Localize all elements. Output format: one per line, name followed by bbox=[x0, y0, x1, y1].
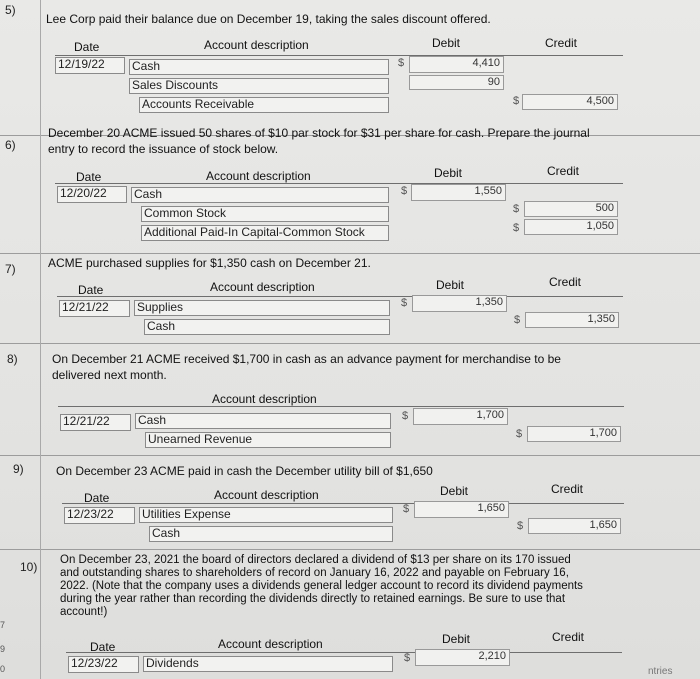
account-field[interactable]: Dividends bbox=[143, 656, 393, 672]
problem-prompt-line: delivered next month. bbox=[52, 368, 167, 382]
problem-number: 8) bbox=[7, 352, 18, 366]
problem-number: 10) bbox=[20, 560, 38, 574]
dollar-sign: $ bbox=[398, 57, 405, 69]
dollar-sign: $ bbox=[514, 314, 521, 326]
debit-header: Debit bbox=[436, 278, 465, 292]
dollar-sign: $ bbox=[401, 297, 408, 309]
debit-amount: 1,650 bbox=[477, 502, 505, 514]
debit-header: Debit bbox=[442, 632, 471, 646]
problem-prompt-line: during the year rather than recording the dividends directly to retained earnings. Be sure to use that bbox=[60, 593, 566, 605]
dollar-sign: $ bbox=[403, 503, 410, 515]
edge-glyph: 0 bbox=[0, 664, 6, 674]
credit-header: Credit bbox=[549, 275, 582, 289]
debit-field[interactable] bbox=[412, 295, 507, 312]
dollar-sign: $ bbox=[513, 203, 520, 215]
debit-field[interactable] bbox=[409, 56, 504, 73]
credit-amount: 1,650 bbox=[589, 519, 617, 531]
problem-prompt-line: 2022. (Note that the company uses a dividends general ledger account to record its dividend payments bbox=[60, 580, 583, 592]
credit-amount: 1,050 bbox=[586, 220, 614, 232]
account-field[interactable]: Cash bbox=[144, 319, 390, 335]
problem-number: 6) bbox=[5, 138, 16, 152]
credit-header: Credit bbox=[545, 36, 578, 50]
account-field[interactable]: Utilities Expense bbox=[139, 507, 393, 523]
credit-field[interactable] bbox=[528, 518, 621, 534]
entry-top-rule bbox=[58, 406, 624, 407]
account-header: Account description bbox=[204, 38, 309, 52]
entry-top-rule bbox=[55, 183, 623, 184]
dollar-sign: $ bbox=[402, 410, 409, 422]
account-header: Account description bbox=[212, 392, 317, 406]
credit-amount: 1,350 bbox=[587, 313, 615, 325]
date-field[interactable]: 12/23/22 bbox=[64, 507, 135, 524]
debit-field[interactable] bbox=[413, 408, 508, 425]
credit-header: Credit bbox=[547, 164, 580, 178]
problem-number: 5) bbox=[5, 3, 16, 17]
account-header: Account description bbox=[214, 488, 319, 502]
row-separator bbox=[0, 455, 700, 456]
row-separator bbox=[0, 343, 700, 344]
credit-field[interactable] bbox=[524, 219, 618, 235]
date-field[interactable]: 12/21/22 bbox=[60, 414, 131, 431]
date-header: Date bbox=[90, 640, 116, 654]
debit-header: Debit bbox=[432, 36, 461, 50]
debit-amount: 1,700 bbox=[476, 409, 504, 421]
debit-field[interactable] bbox=[414, 501, 509, 518]
entry-top-rule bbox=[55, 55, 623, 56]
dollar-sign: $ bbox=[513, 222, 520, 234]
debit-amount: 4,410 bbox=[472, 57, 500, 69]
entry-top-rule bbox=[57, 296, 623, 297]
account-field[interactable]: Unearned Revenue bbox=[145, 432, 391, 448]
credit-field[interactable] bbox=[524, 201, 618, 217]
date-header: Date bbox=[78, 283, 104, 297]
problem-number: 7) bbox=[5, 262, 16, 276]
dollar-sign: $ bbox=[516, 428, 523, 440]
problem-prompt-line: On December 23 ACME paid in cash the December utility bill of $1,650 bbox=[56, 464, 433, 478]
corner-fragment: ntries bbox=[648, 666, 673, 677]
entry-top-rule bbox=[62, 503, 624, 504]
dollar-sign: $ bbox=[513, 95, 520, 107]
credit-header: Credit bbox=[551, 482, 584, 496]
account-field[interactable]: Cash bbox=[149, 526, 393, 542]
account-header: Account description bbox=[218, 637, 323, 651]
debit-field[interactable] bbox=[411, 184, 506, 201]
debit-header: Debit bbox=[434, 166, 463, 180]
date-field[interactable]: 12/23/22 bbox=[68, 656, 139, 673]
problem-prompt-line: On December 21 ACME received $1,700 in cash as an advance payment for merchandise to be bbox=[52, 352, 561, 366]
date-field[interactable]: 12/20/22 bbox=[57, 186, 127, 203]
account-field[interactable]: Supplies bbox=[134, 300, 390, 316]
dollar-sign: $ bbox=[401, 185, 408, 197]
debit-field[interactable] bbox=[409, 75, 504, 90]
account-field[interactable]: Additional Paid-In Capital-Common Stock bbox=[141, 225, 389, 241]
problem-prompt-line: ACME purchased supplies for $1,350 cash on December 21. bbox=[48, 256, 371, 270]
date-header: Date bbox=[84, 491, 110, 505]
problem-prompt-line: and outstanding shares to shareholders of record on January 16, 2022 and payable on February 16, bbox=[60, 567, 569, 579]
dollar-sign: $ bbox=[517, 520, 524, 532]
account-header: Account description bbox=[206, 169, 311, 183]
date-field[interactable]: 12/19/22 bbox=[55, 57, 125, 74]
problem-prompt-line: account!) bbox=[60, 606, 108, 618]
dollar-sign: $ bbox=[404, 652, 411, 664]
entry-top-rule bbox=[66, 652, 622, 653]
account-header: Account description bbox=[210, 280, 315, 294]
debit-header: Debit bbox=[440, 484, 469, 498]
account-field[interactable]: Accounts Receivable bbox=[139, 97, 389, 113]
credit-header: Credit bbox=[552, 630, 585, 644]
account-field[interactable]: Cash bbox=[129, 59, 389, 75]
problem-prompt-line: Lee Corp paid their balance due on December 19, taking the sales discount offered. bbox=[46, 12, 491, 26]
debit-amount: 1,550 bbox=[474, 185, 502, 197]
debit-amount: 90 bbox=[487, 76, 500, 88]
number-column-divider bbox=[40, 0, 41, 679]
credit-amount: 4,500 bbox=[586, 95, 614, 107]
credit-field[interactable] bbox=[522, 94, 618, 110]
account-field[interactable]: Cash bbox=[131, 187, 389, 203]
date-header: Date bbox=[74, 40, 100, 54]
edge-glyph: 9 bbox=[0, 644, 6, 654]
problem-number: 9) bbox=[13, 462, 24, 476]
row-separator bbox=[0, 253, 700, 254]
credit-amount: 1,700 bbox=[589, 427, 617, 439]
account-field[interactable]: Sales Discounts bbox=[129, 78, 389, 94]
problem-prompt-line: entry to record the issuance of stock below. bbox=[48, 142, 279, 156]
problem-prompt-line: On December 23, 2021 the board of directors declared a dividend of $13 per share on its 170 issued bbox=[60, 554, 571, 566]
debit-amount: 2,210 bbox=[478, 650, 506, 662]
debit-field[interactable] bbox=[415, 649, 510, 666]
date-header: Date bbox=[76, 170, 102, 184]
debit-amount: 1,350 bbox=[475, 296, 503, 308]
date-field[interactable]: 12/21/22 bbox=[59, 300, 130, 317]
account-field[interactable]: Cash bbox=[135, 413, 391, 429]
problem-prompt-line: December 20 ACME issued 50 shares of $10 par stock for $31 per share for cash. Prepare the journal bbox=[48, 126, 590, 140]
edge-glyph: 7 bbox=[0, 620, 6, 630]
credit-amount: 500 bbox=[595, 202, 614, 214]
credit-field[interactable] bbox=[525, 312, 619, 328]
credit-field[interactable] bbox=[527, 426, 621, 442]
account-field[interactable]: Common Stock bbox=[141, 206, 389, 222]
row-separator bbox=[0, 549, 700, 550]
